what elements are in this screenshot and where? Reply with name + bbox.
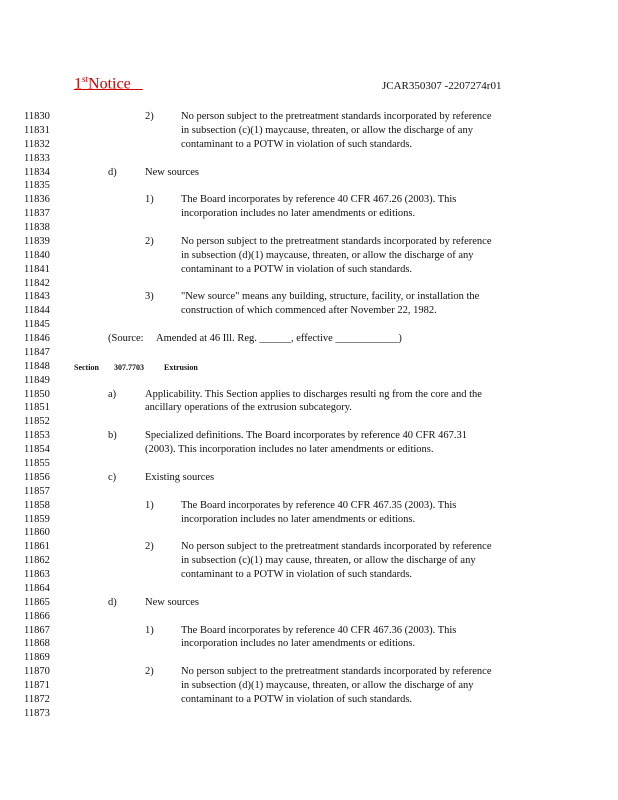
line-number: 11873 xyxy=(24,707,50,719)
item-label: 1) xyxy=(145,624,154,636)
line-number: 11858 xyxy=(24,499,50,511)
text-line: Existing sources xyxy=(145,471,215,483)
item-label: b) xyxy=(108,430,117,442)
line-number: 11833 xyxy=(24,152,50,164)
item-label: d) xyxy=(108,596,117,608)
line-number: 11847 xyxy=(24,346,50,358)
line-number: 11838 xyxy=(24,222,50,234)
line-number: 11839 xyxy=(24,235,50,247)
text-line: contaminant to a POTW in violation of such standards. xyxy=(181,569,413,581)
item-label: 1) xyxy=(145,499,154,511)
section-title: Extrusion xyxy=(164,362,198,372)
text-line: The Board incorporates by reference 40 CFR 467.35 (2003). This xyxy=(181,499,457,511)
item-label: 1) xyxy=(145,194,154,206)
line-number: 11837 xyxy=(24,208,50,220)
line-number: 11872 xyxy=(24,693,50,705)
line-number: 11854 xyxy=(24,444,50,456)
text-line: construction of which commenced after November 22, 1982. xyxy=(181,305,437,317)
text-line: "New source" means any building, structure, facility, or installation the xyxy=(181,291,480,303)
item-label: d) xyxy=(108,166,117,178)
document-reference: JCAR350307 -2207274r01 xyxy=(382,80,502,92)
line-number: 11861 xyxy=(24,541,50,553)
line-number: 11841 xyxy=(24,263,50,275)
text-line: incorporation includes no later amendments or editions. xyxy=(181,638,416,650)
item-label: a) xyxy=(108,388,117,400)
text-line: ancillary operations of the extrusion subcategory. xyxy=(145,402,352,414)
line-number: 11870 xyxy=(24,666,50,678)
text-line: No person subject to the pretreatment standards incorporated by reference xyxy=(181,541,492,553)
text-line: Amended at 46 Ill. Reg. ______, effective ____________) xyxy=(156,333,402,345)
line-number: 11862 xyxy=(24,555,50,567)
line-number: 11846 xyxy=(24,333,50,345)
item-label: c) xyxy=(108,471,117,483)
text-line: in subsection (d)(1) maycause, threaten, or allow the discharge of any xyxy=(181,680,474,692)
item-label: 2) xyxy=(145,541,154,553)
section-label: Section xyxy=(74,362,99,372)
line-number: 11853 xyxy=(24,430,50,442)
text-line: in subsection (d)(1) maycause, threaten, or allow the discharge of any xyxy=(181,249,474,261)
line-number: 11842 xyxy=(24,277,50,289)
item-label: (Source: xyxy=(108,333,144,345)
line-number: 11871 xyxy=(24,680,50,692)
text-line: incorporation includes no later amendments or editions. xyxy=(181,208,416,220)
text-line: Applicability. This Section applies to discharges resulti ng from the core and the xyxy=(145,388,482,400)
line-number: 11840 xyxy=(24,249,50,261)
text-line: contaminant to a POTW in violation of such standards. xyxy=(181,693,413,705)
text-line: No person subject to the pretreatment standards incorporated by reference xyxy=(181,235,492,247)
line-number: 11869 xyxy=(24,652,50,664)
line-number: 11860 xyxy=(24,527,50,539)
line-number: 11855 xyxy=(24,458,50,469)
text-line: in subsection (c)(1) maycause, threaten, or allow the discharge of any xyxy=(181,124,473,136)
text-line: Specialized definitions. The Board incorporates by reference 40 CFR 467.31 xyxy=(145,430,468,442)
line-number: 11834 xyxy=(24,166,50,178)
line-number: 11856 xyxy=(24,471,50,483)
line-number: 11849 xyxy=(24,374,50,386)
line-number: 11857 xyxy=(24,485,50,497)
line-number: 11830 xyxy=(24,111,50,122)
line-number: 11843 xyxy=(24,291,50,303)
text-line: The Board incorporates by reference 40 CFR 467.26 (2003). This xyxy=(181,194,457,206)
section-number: 307.7703 xyxy=(114,362,144,372)
item-label: 2) xyxy=(145,111,154,122)
line-number: 11845 xyxy=(24,319,50,331)
line-number: 11831 xyxy=(24,124,50,136)
line-number: 11835 xyxy=(24,180,50,192)
text-line: incorporation includes no later amendments or editions. xyxy=(181,513,416,525)
text-line: in subsection (c)(1) may cause, threaten, or allow the discharge of any xyxy=(181,555,476,567)
text-line: (2003). This incorporation includes no later amendments or editions. xyxy=(145,444,434,456)
item-label: 2) xyxy=(145,666,154,678)
item-label: 3) xyxy=(145,291,154,303)
text-line: New sources xyxy=(145,166,199,178)
text-line: contaminant to a POTW in violation of such standards. xyxy=(181,138,413,150)
line-number: 11864 xyxy=(24,582,50,594)
line-number: 11865 xyxy=(24,596,50,608)
line-number: 11859 xyxy=(24,513,50,525)
line-number: 11844 xyxy=(24,305,50,317)
line-number: 11850 xyxy=(24,388,50,400)
line-number: 11867 xyxy=(24,624,50,636)
item-label: 2) xyxy=(145,235,154,247)
line-number: 11868 xyxy=(24,638,50,650)
text-line: New sources xyxy=(145,596,199,608)
line-number: 11848 xyxy=(24,360,50,372)
line-number: 11836 xyxy=(24,194,50,206)
line-number: 11852 xyxy=(24,416,50,428)
line-number: 11851 xyxy=(24,402,50,414)
text-line: No person subject to the pretreatment standards incorporated by reference xyxy=(181,666,492,678)
line-number: 11863 xyxy=(24,569,50,581)
line-number: 11866 xyxy=(24,610,50,622)
text-line: contaminant to a POTW in violation of such standards. xyxy=(181,263,413,275)
text-line: The Board incorporates by reference 40 CFR 467.36 (2003). This xyxy=(181,624,457,636)
notice-heading: 1stNotice xyxy=(74,74,131,93)
line-number: 11832 xyxy=(24,138,50,150)
text-line: No person subject to the pretreatment standards incorporated by reference xyxy=(181,111,492,122)
